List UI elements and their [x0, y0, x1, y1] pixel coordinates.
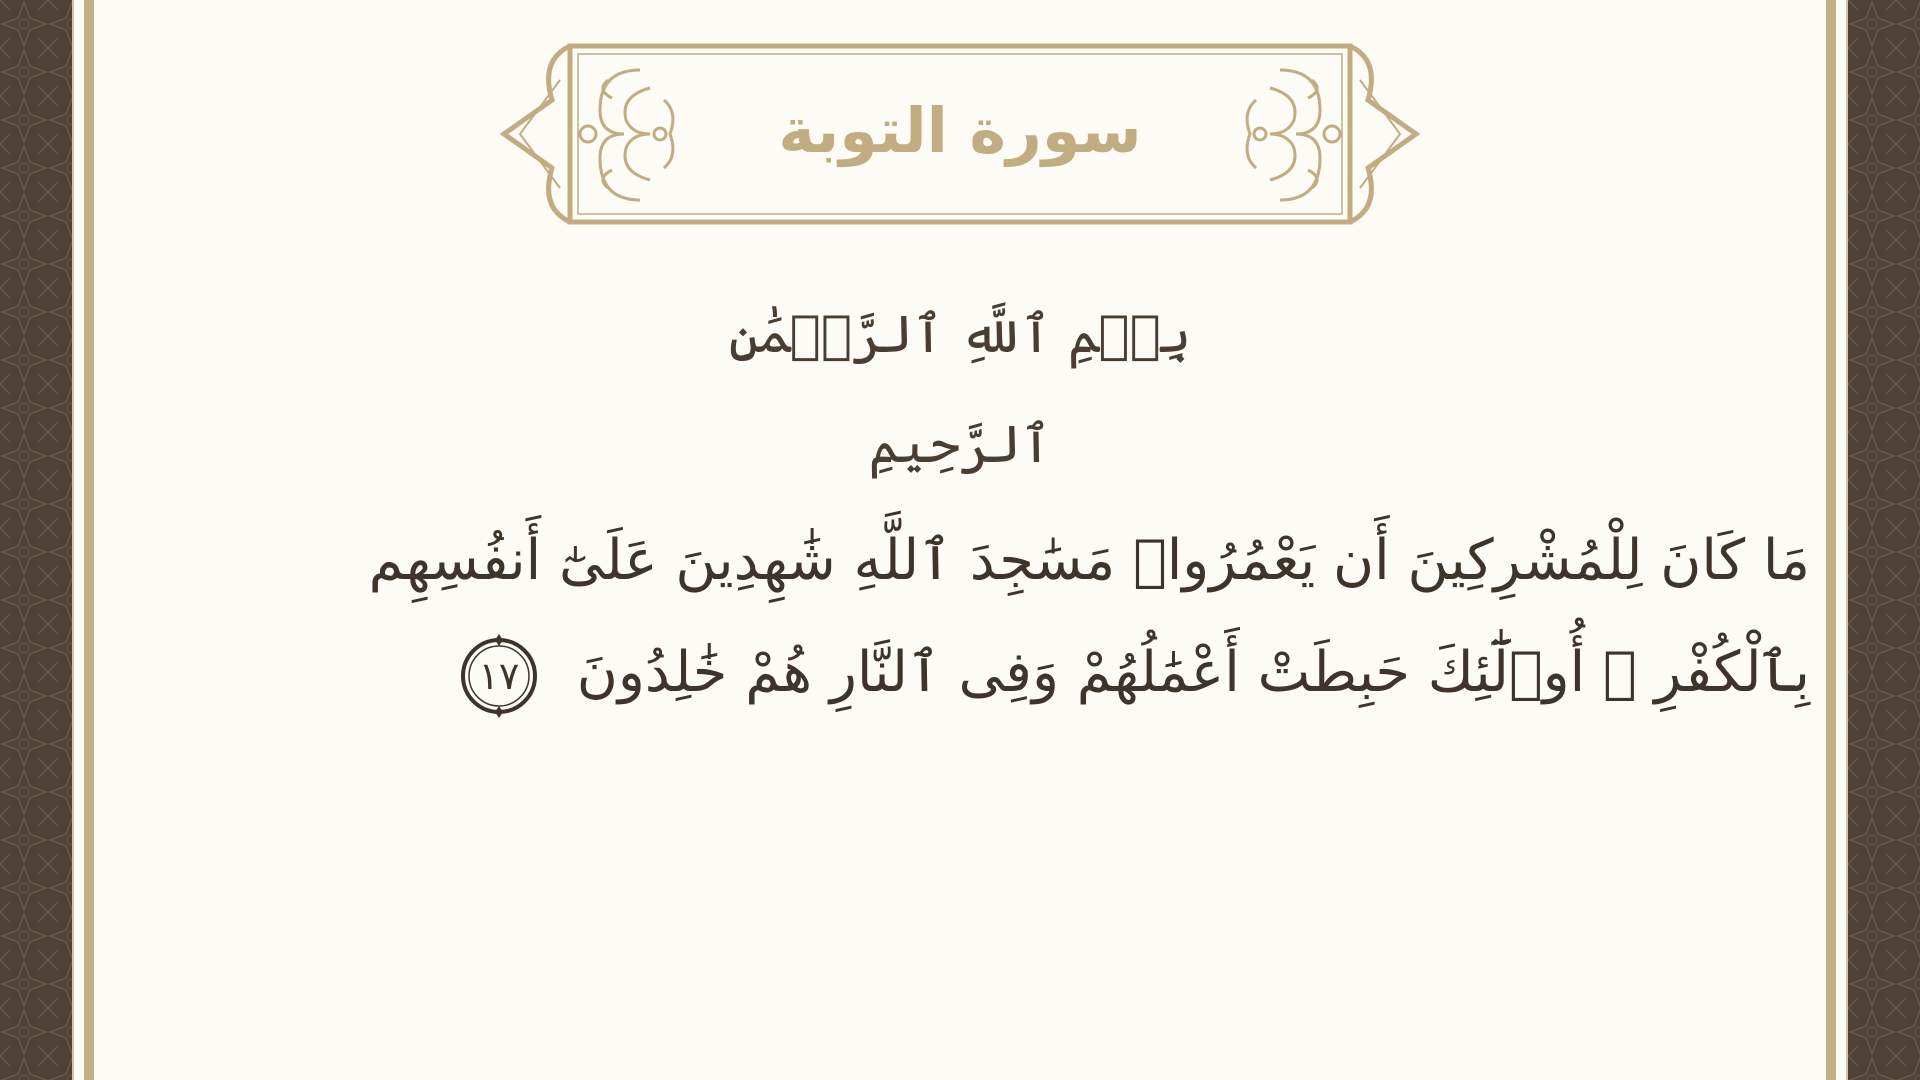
geometric-pattern-icon	[0, 0, 72, 1080]
right-inner-rule	[1846, 0, 1848, 1080]
verse-text-block	[300, 505, 1810, 729]
right-border-pattern	[1848, 0, 1920, 1080]
verse-text: مَا كَانَ لِلْمُشْرِكِينَ أَن يَعْمُرُوا۟ مَسَٰجِدَ ٱللَّهِ شَٰهِدِينَ عَلَىٰٓ أَنفُسِهِم بِٱلْكُفْرِ ۚ أُو۟لَٰٓئِكَ حَبِطَتْ أَعْمَٰلُهُمْ وَفِى ٱلنَّارِ هُمْ خَٰلِدُونَ	[368, 528, 1810, 705]
left-gold-rule	[84, 0, 94, 1080]
surah-title: سورة التوبة	[778, 94, 1142, 167]
ayah-end-marker-icon	[457, 634, 541, 718]
right-gold-rule	[1826, 0, 1836, 1080]
surah-title-cartouche	[500, 40, 1420, 230]
left-inner-rule	[72, 0, 74, 1080]
arabesque-ornament-icon	[580, 70, 673, 200]
left-border-pattern	[0, 0, 72, 1080]
ayah-number: ١٧	[478, 653, 520, 698]
basmala: بِسۡمِ ٱللَّهِ ٱلرَّحۡمَٰنِ ٱلرَّحِيمِ	[728, 305, 1192, 475]
geometric-pattern-icon	[1848, 0, 1920, 1080]
